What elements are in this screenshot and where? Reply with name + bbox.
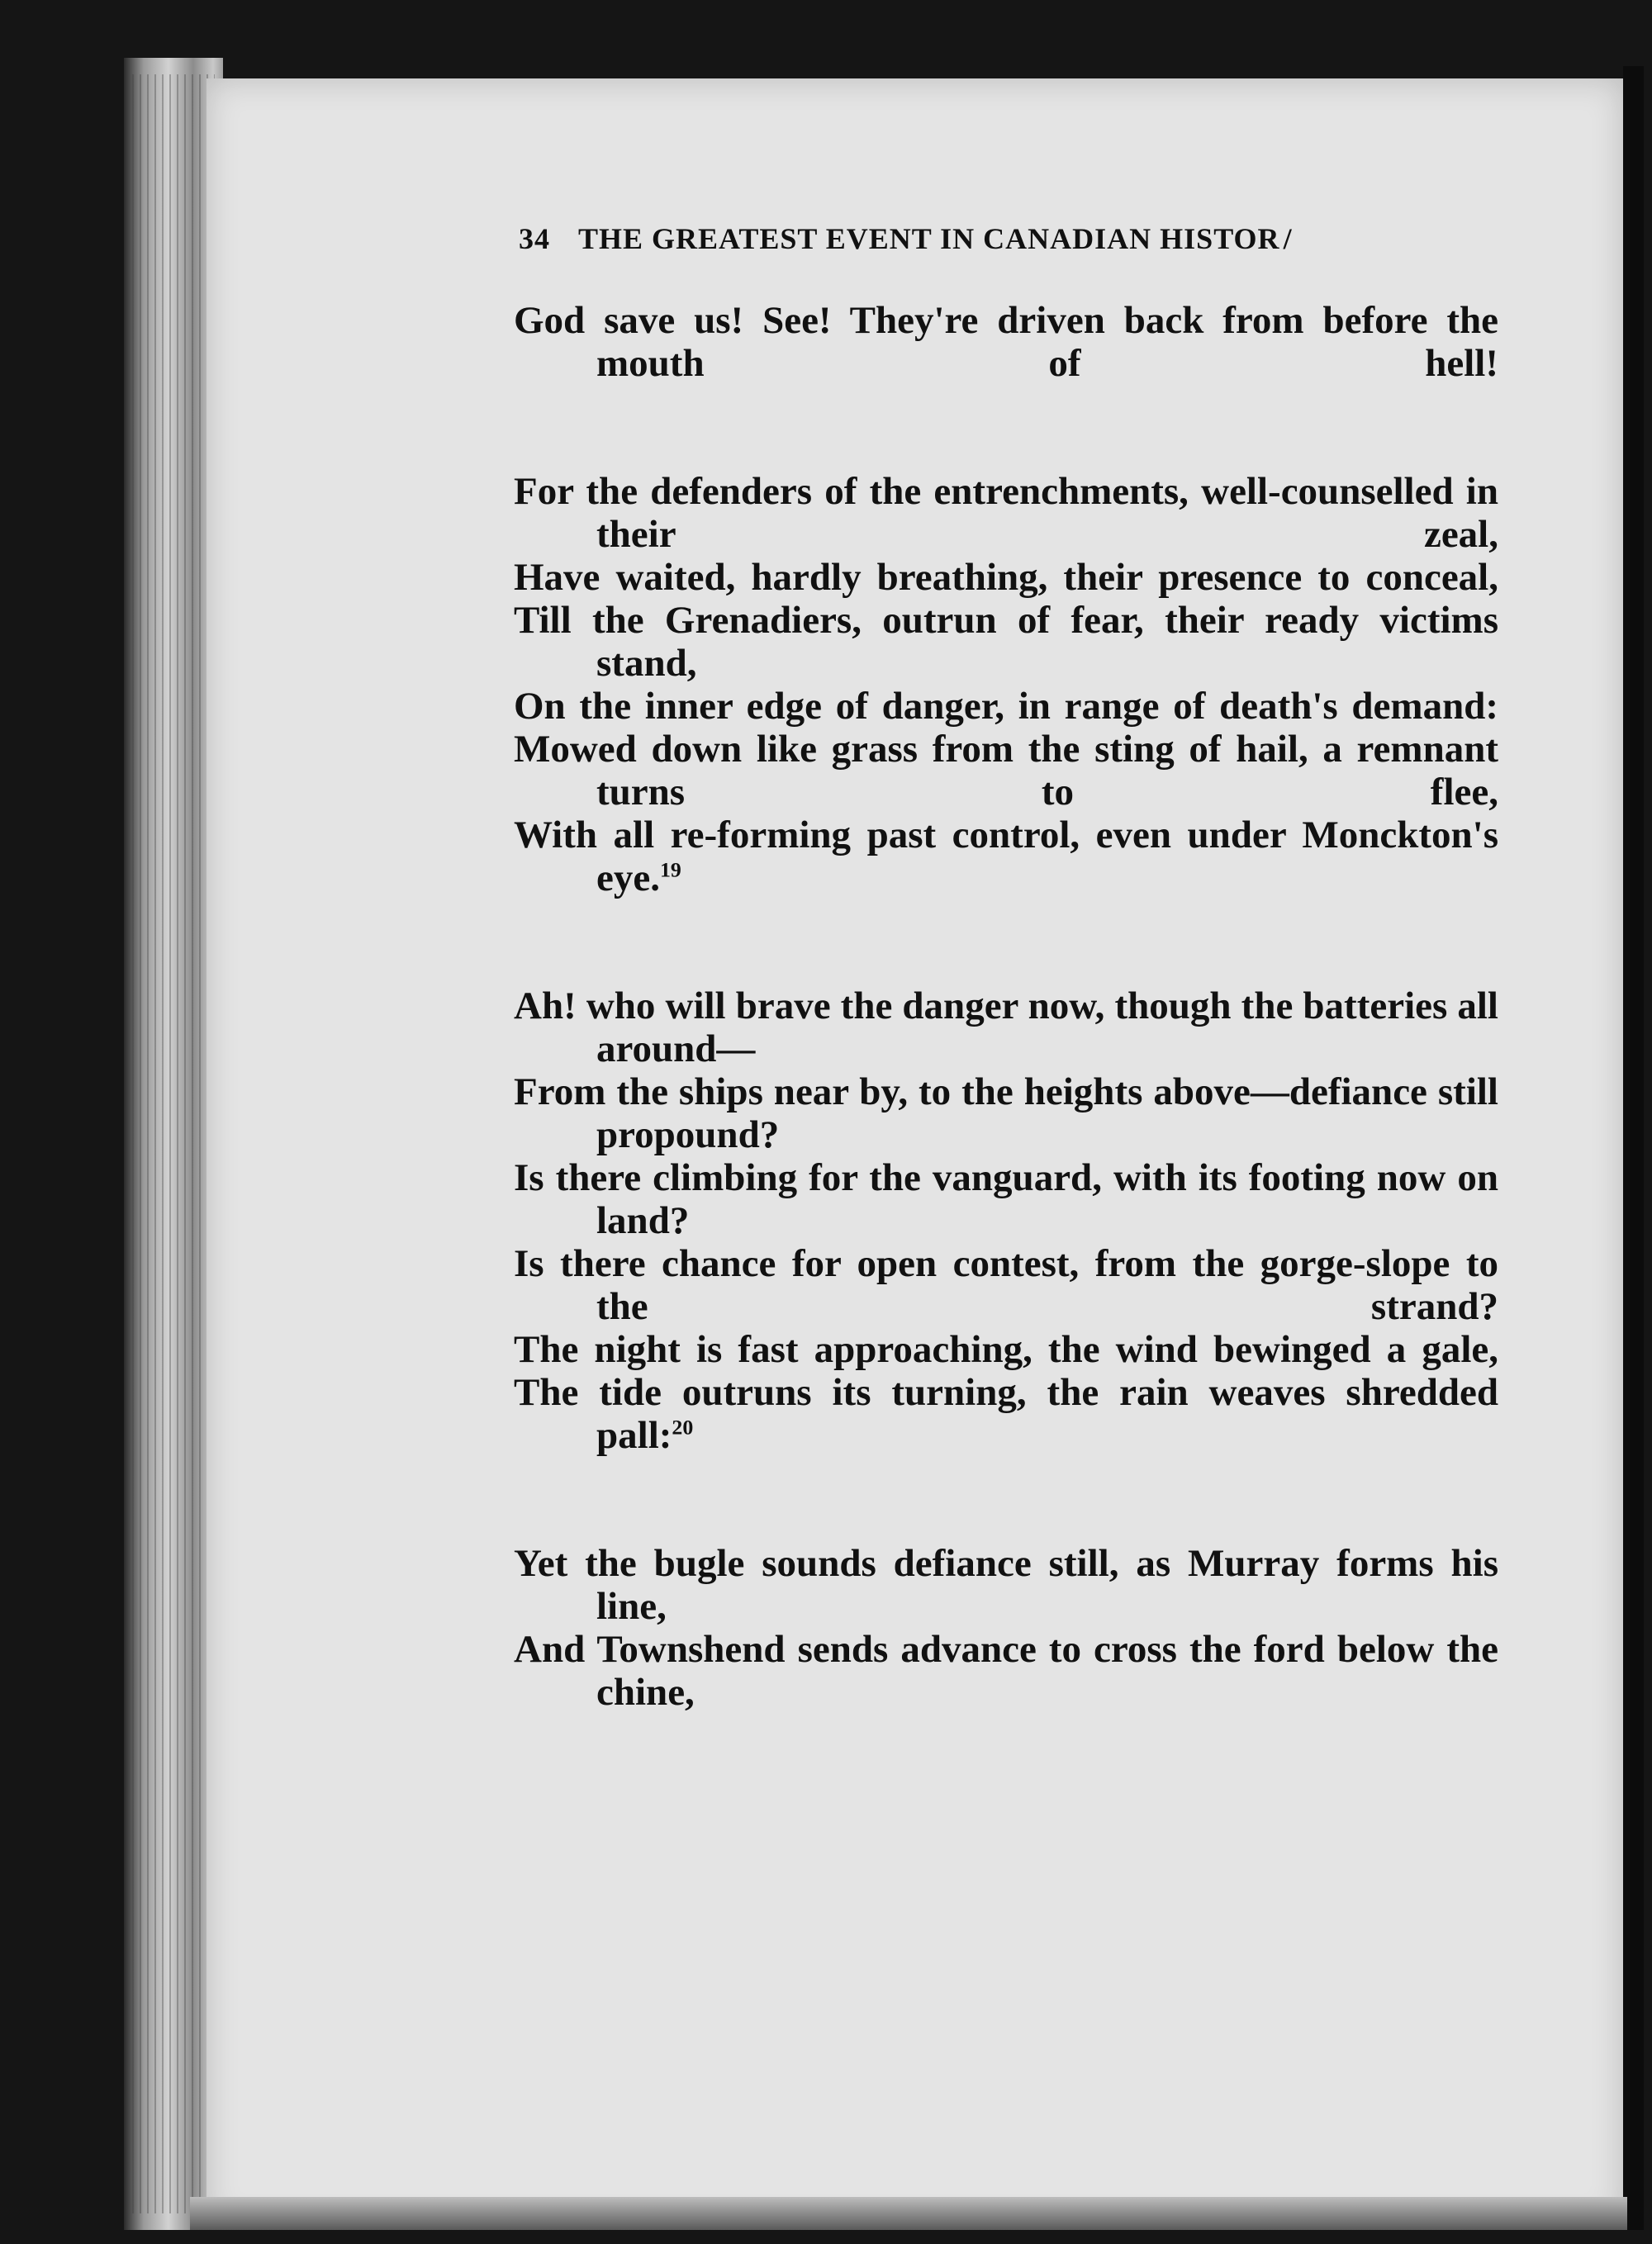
running-title: THE GREATEST EVENT IN CANADIAN HISTOR — [578, 222, 1280, 255]
footnote-marker: 19 — [659, 857, 681, 882]
verse-line: Is there chance for open contest, from the gorge-slope to the strand? — [514, 1242, 1498, 1328]
verse-line: Mowed down like grass from the sting of hail, a remnant turns to flee, — [514, 728, 1498, 814]
verse-line: With all re-forming past control, even under Monckton's eye.$^{19}$ — [514, 814, 1498, 899]
verse-line: God save us! See! They're driven back from before the mouth of hell! — [514, 299, 1498, 385]
page-number: 34 — [519, 222, 550, 255]
verse-line: And Townshend sends advance to cross the ford below the chine, — [514, 1628, 1498, 1714]
verse-line: The night is fast approaching, the wind bewinged a gale, — [514, 1328, 1498, 1371]
page-bottom-edge — [190, 2197, 1627, 2230]
page-right-shadow — [1623, 66, 1644, 2230]
verse-line: The tide outruns its turning, the rain weaves shredded pall:$^{20}$ — [514, 1371, 1498, 1457]
verse-line: On the inner edge of danger, in range of death's demand: — [514, 685, 1498, 728]
poem-text — [514, 299, 1498, 1714]
verse-line: Ah! who will brave the danger now, though the batteries all around— — [514, 984, 1498, 1070]
footnote-marker: 20 — [672, 1415, 694, 1440]
verse-line: Is there climbing for the vanguard, with its footing now on land? — [514, 1156, 1498, 1242]
verse-line: Yet the bugle sounds defiance still, as Murray forms his line, — [514, 1542, 1498, 1628]
verse-line: From the ships near by, to the heights above—defiance still propound? — [514, 1070, 1498, 1156]
book-page-edges — [132, 74, 215, 2213]
verse-line: Have waited, hardly breathing, their presence to conceal, — [514, 556, 1498, 599]
running-head — [519, 221, 1502, 256]
verse-line: For the defenders of the entrenchments, well-counselled in their zeal, — [514, 470, 1498, 556]
running-title-fragment: / — [1279, 222, 1293, 255]
verse-line: Till the Grenadiers, outrun of fear, their ready victims stand, — [514, 599, 1498, 685]
